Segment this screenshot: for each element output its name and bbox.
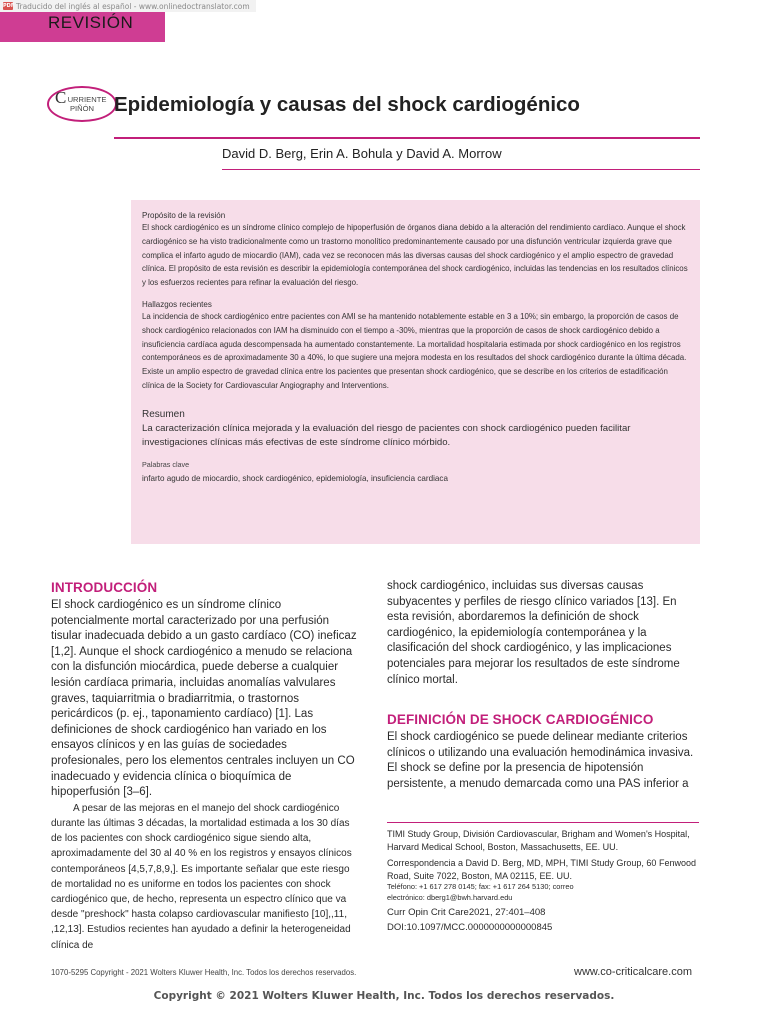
intro-paragraph-1: El shock cardiogénico es un síndrome clínico potencialmente mortal caracterizado por una perfusión tisular inadecuada debido a un gasto cardíaco (CO) ineficaz [1,2]. Aunque el shock cardiogénico a menudo se relaciona con la disfunción miocárdica, puede deberse a cualquier lesión cardíaca primaria, incluidas anomalías valvulares graves, taquiarritmia o bradiarritmia, o trastornos pericárdicos (p. ej., taponamiento cardíaco) [1]. Las definiciones de shock cardiogénico han variado en los ensayos clínicos y en las guías de sociedades profesionales, pero los elementos centrales incluyen un CO inadecuado y evidencia clínica o bioquímica de hipoperfusión [3–6]. (51, 599, 357, 799)
badge-line-1: URRIENTE (67, 95, 107, 104)
definition-heading: DEFINICIÓN DE SHOCK CARDIOGÉNICO (387, 712, 654, 728)
affiliation-block (387, 828, 699, 935)
summary-text: La caracterización clínica mejorada y la evaluación del riesgo de pacientes con shock cardiogénico pueden facilitar investigaciones clínicas más efectivas de este síndrome clínico mórbido. (142, 422, 631, 448)
affiliation-group: TIMI Study Group, División Cardiovascular, Brigham and Women's Hospital, Harvard Medical School, Boston, Massachusetts, EE. UU. (387, 829, 690, 852)
journal-website-link[interactable]: www.co-criticalcare.com (574, 966, 692, 978)
pdf-icon: PDF (3, 3, 15, 9)
authors-divider (222, 169, 700, 170)
keywords-heading: Palabras clave (142, 460, 190, 470)
contact-phone: Teléfono: +1 617 278 0145; fax: +1 617 264 5130; correo (387, 882, 574, 891)
translator-banner[interactable] (0, 0, 256, 12)
contact-email[interactable]: electrónico: dberg1@bwh.harvard.edu (387, 892, 513, 902)
findings-heading: Hallazgos recientes (142, 299, 212, 309)
intro-heading: INTRODUCCIÓN (51, 580, 158, 595)
definition-paragraph-1: El shock cardiogénico se puede delinear mediante criterios clínicos o utilizando una evaluación hemodinámica invasiva. El shock se define por la presencia de hipotensión persistente, a menudo demarcada como una PAS inferior a (387, 731, 694, 790)
keywords-text: infarto agudo de miocardio, shock cardiogénico, epidemiología, insuficiencia cardiaca (142, 474, 448, 484)
article-title: Epidemiología y causas del shock cardiogénico (114, 93, 580, 116)
badge-initial: C (55, 88, 67, 107)
badge-line-2: PIÑÓN (69, 104, 95, 113)
translator-text: Traducido del inglés al español - www.onlinedoctranslator.com (16, 1, 250, 11)
summary-heading: Resumen (142, 408, 185, 420)
title-divider (114, 137, 700, 139)
intro-continuation: shock cardiogénico, incluidas sus diversas causas subyacentes y perfiles de riesgo clínico variados [13]. En esta revisión, abordaremos la definición de shock cardiogénico, la epidemiología contemporánea y la clasificación del shock cardiogénico, y las implicaciones potenciales para mejorar los resultados de este síndrome clínico mortal. (387, 580, 680, 686)
journal-citation: Curr Opin Crit Care2021, 27:401–408 (387, 907, 546, 918)
purpose-text: El shock cardiogénico es un síndrome clínico complejo de hipoperfusión de órganos diana debido a la alteración del rendimiento cardíaco. Aunque el shock cardiogénico se ha visto tradicionalmente como un trastorno monolítico predominantemente causado por una disfunción ventricular izquierda grave que complica el infarto agudo de miocardio (IAM), cada vez se reconocen más las diversas causas del shock cardiogénico y el amplio espectro de gravedad clínica. El propósito de esta revisión es describir la epidemiología contemporánea del shock cardiogénico, incluidas las tendencias en los resultados clínicos y los esfuerzos recientes para refinar la evaluación del riesgo. (142, 223, 688, 288)
page-copyright: Copyright © 2021 Wolters Kluwer Health, Inc. Todos los derechos reservados. (153, 990, 615, 1002)
doi[interactable]: DOI:10.1097/MCC.0000000000000845 (387, 922, 553, 933)
right-column (387, 579, 699, 793)
left-column (51, 579, 361, 953)
intro-paragraph-2: A pesar de las mejoras en el manejo del shock cardiogénico durante las últimas 3 décadas, la mortalidad estimada a los 30 días de los pacientes con shock cardiogénico sigue siendo alta, aproximadamente del 30 al 40 % en los registros y ensayos clínicos contemporáneos [4,5,7,8,9,]. Es importante señalar que este riesgo de mortalidad no es uniforme en todos los pacientes con shock cardiogénico que, de hecho, representa un espectro clínico que va desde "preshock" hasta colapso cardiovascular manifiesto [10],,11, ,12,13]. Estudios recientes han ayudado a definir la heterogeneidad clínica de (51, 802, 352, 951)
footer-issn-copyright: 1070-5295 Copyright - 2021 Wolters Kluwer Health, Inc. Todos los derechos reservados. (51, 968, 357, 977)
findings-text: La incidencia de shock cardiogénico entre pacientes con AMI se ha mantenido notablemente estable en 3 a 10%; sin embargo, la proporción de casos de shock cardiogénico relacionados con IAM ha disminuido con el tiempo a -30%, mientras que la proporción de casos de shock cardiogénico debido a insuficiencia cardíaca aguda descompensada ha aumentado constantemente. La mortalidad hospitalaria estimada por shock cardiogénico en los registros contemporáneos es de aproximadamente 30 a 40%, lo que sugiere una mejora modesta en los resultados del shock cardiogénico durante la última década. Existe un amplio espectro de gravedad clínica entre los pacientes que presentan shock cardiogénico, que se describe en los criterios de estadificación clínica de la Society for Cardiovascular Angiography and Interventions. (142, 311, 687, 390)
purpose-heading: Propósito de la revisión (142, 211, 226, 220)
section-tag: REVISIÓN (0, 12, 165, 42)
affiliation-divider (387, 822, 699, 823)
correspondence: Correspondencia a David D. Berg, MD, MPH, TIMI Study Group, 60 Fenwood Road, Suite 7022, Boston, MA 02115, EE. UU. (387, 858, 696, 881)
abstract-box (131, 200, 700, 544)
article-authors: David D. Berg, Erin A. Bohula y David A. Morrow (222, 146, 502, 161)
